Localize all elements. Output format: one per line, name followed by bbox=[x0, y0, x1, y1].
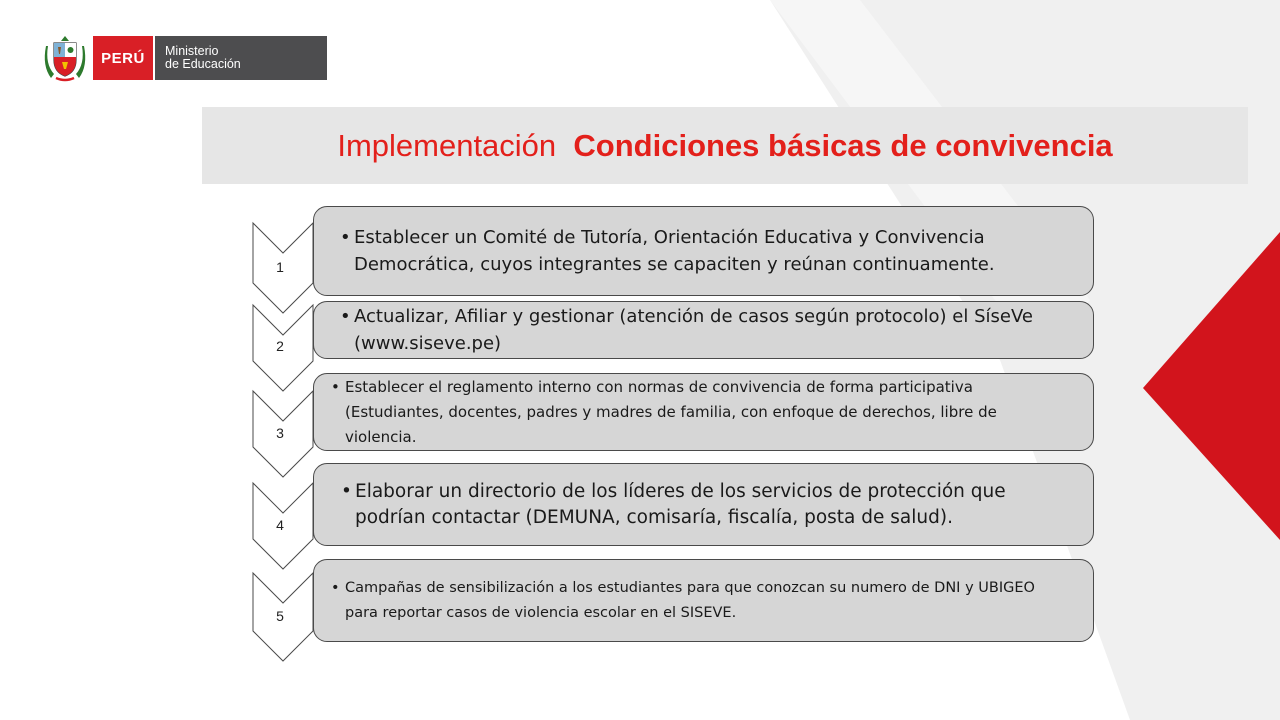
title-part2: Condiciones básicas de convivencia bbox=[573, 127, 1113, 163]
step-number-2: 2 bbox=[276, 338, 284, 354]
step-number-4: 4 bbox=[276, 517, 284, 533]
step-text-1: • Establecer un Comité de Tutoría, Orientación Educativa y Convivencia Democrática, cuyos integrantes se capaciten y reúnan continuamente. bbox=[354, 224, 1079, 278]
step-box-1 bbox=[313, 206, 1094, 296]
step-text-4: • Elaborar un directorio de los líderes de los servicios de protección que podrían contactar (DEMUNA, comisaría, fiscalía, posta de salud). bbox=[355, 479, 1069, 531]
step-text-3: • Establecer el reglamento interno con normas de convivencia de forma participativa (Estudiantes, docentes, padres y madres de familia, con enfoque de derechos, libre de violencia. bbox=[345, 375, 1053, 450]
step-box-5 bbox=[313, 559, 1094, 642]
title-part1: Implementación bbox=[337, 127, 557, 163]
step-text-5: • Campañas de sensibilización a los estudiantes para que conozcan su numero de DNI y UBIGEO para reportar casos de violencia escolar en el SISEVE. bbox=[345, 576, 1041, 626]
step-number-3: 3 bbox=[276, 425, 284, 441]
logo-ministry-line1: Ministerio bbox=[165, 44, 219, 58]
step-box-3 bbox=[313, 373, 1094, 451]
logo-ministry-line2: de Educación bbox=[165, 57, 241, 71]
step-box-4 bbox=[313, 463, 1094, 546]
logo-country: PERÚ bbox=[93, 36, 155, 80]
step-number-1: 1 bbox=[276, 259, 284, 275]
step-box-2 bbox=[313, 301, 1094, 359]
step-number-5: 5 bbox=[276, 608, 284, 624]
step-text-2: • Actualizar, Afiliar y gestionar (atención de casos según protocolo) el SíseVe (www.siseve.pe) bbox=[354, 303, 1081, 357]
